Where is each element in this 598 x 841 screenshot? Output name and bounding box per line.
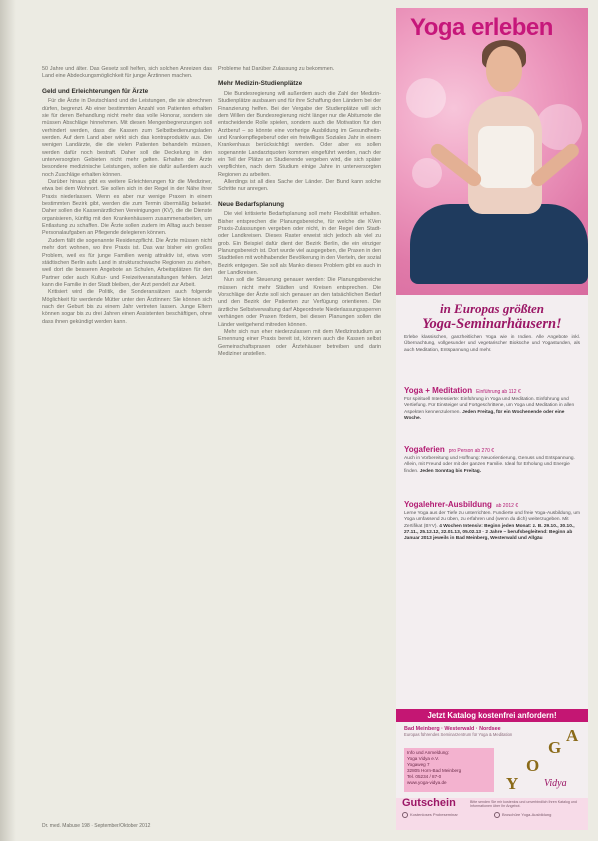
contact-website-link[interactable]: www.yoga-vidya.de [407, 780, 447, 785]
voucher-note: Bitte senden Sie mir kostenlos und unverbindlich Ihren Katalog und Informationen über Ihr Angebot. [470, 800, 577, 809]
radio-icon[interactable] [402, 812, 408, 818]
section-yoga-meditation [404, 386, 580, 422]
section-title: Yogalehrer-Ausbildung [404, 500, 492, 509]
section-body: Auch in Vorbereitung und Hoffnung: Neuorientierung, Genuss und Entspannung. Allein, mit Freund oder mit der ganzen Familie. Ideal für Erholung und Energie finden. [404, 456, 575, 474]
ad-title: Yoga erleben [410, 14, 553, 41]
logo-sub: Vidya [544, 778, 567, 789]
figure-top [478, 126, 534, 188]
contact-line: 32805 Horn-Bad Meinberg [407, 768, 462, 773]
org-tagline: Europas führendes Seminarzentrum für Yoga & Meditation [404, 732, 513, 737]
page-footer: Dr. med. Mabuse 198 · September/Oktober 2012 [42, 823, 151, 829]
org-locations: Bad Meinberg · Westerwald · Nordsee [404, 726, 501, 732]
contact-line: Yoga Vidya e.V. [407, 756, 440, 761]
section-heading: Geld und Erleichterungen für Ärzte [42, 87, 149, 95]
logo-letter: A [566, 726, 579, 745]
section-title: Yogaferien [404, 445, 445, 454]
figure-head [486, 46, 522, 92]
ad-headline [396, 302, 588, 332]
section-title: Yoga + Meditation [404, 386, 473, 395]
option-label: Broschüre Yoga-Ausbildung [502, 812, 552, 818]
contact-box [404, 748, 494, 792]
catalog-request-banner[interactable]: Jetzt Katalog kostenfrei anfordern! [396, 709, 588, 722]
radio-icon[interactable] [494, 812, 500, 818]
flower-decoration [412, 158, 442, 188]
contact-line: Tel. 05234 / 87-0 [407, 774, 442, 779]
paragraph: Die viel kritisierte Bedarfsplanung soll mehr Flexibilität erhalten. Bisher entsprechen die Planungsbereiche, für welche die KVen Praxis-Zulassungen vergeben oder nicht, in der Regel den Stadt- oder Landkreisen. Dieses Raster erweist sich jedoch als viel zu grob. Ein Beispiel dafür dient der Bezirk Berlin, die ein einziger Planungsbereich ist. Dort wurde viel ausgegeben, die Praxen in den Stadtteilen mit wohlhabender Bevölkerung in den Vierteln, der sozial Bezirk entgegen. Sie soll als Manko dieses Problem gibt es auch in der Landkreisen. [218, 211, 381, 277]
section-yogaferien [404, 445, 580, 475]
logo-letter: G [548, 738, 562, 757]
section-heading: Mehr Medizin-Studienplätze [218, 80, 303, 88]
section-heading: Neue Bedarfsplanung [218, 200, 285, 208]
yoga-vidya-logo [504, 726, 580, 802]
section-price: Einführung ab 112 € [476, 389, 521, 395]
voucher-title: Gutschein [402, 797, 456, 809]
logo-letter: Y [506, 774, 519, 793]
organization-block [404, 726, 580, 806]
ad-intro: Erlebe klassischen, ganzheitlichen Yoga wie in Indien. Alle Angebote inkl. Übernachtung, vollgesunder und vegetarischer Bioküche und Yogastunden, als auch Meditation, Entspannung und mehr. [404, 335, 580, 353]
headline-line-2: Yoga-Seminarhäusern! [422, 316, 562, 332]
section-schedule: Jeden Sonntag bis Freitag. [419, 468, 482, 474]
flower-decoration [406, 78, 446, 118]
article-middle-column [218, 66, 381, 811]
paragraph: Nun soll die Steuerung genauer werden: Die Planungsbereiche müssen nicht mehr Städten und Kreisen entsprechen. Die Vorschläge der Ärzte soll sich genauer an den tatsächlichen Bedarf und den Bezirk der Patienten zur Verfügung orientieren. Die ärztliche Selbstverwaltung darf Abgeordnete Niederlassungssperren verhängen oder Praxen fördern, bei diesen Planungen sollen die Länder weitgehend mitreden können. [218, 277, 381, 328]
section-price: pro Person ab 270 € [448, 448, 495, 454]
section-schedule: Jeden Freitag, für ein Wochenende oder eine Woche. [404, 409, 565, 421]
logo-letter: O [526, 756, 540, 775]
paragraph: Probleme hat Darüber Zulassung zu bekommen. [218, 66, 335, 72]
yoga-advertisement [396, 8, 588, 830]
ad-photo [396, 8, 588, 295]
paragraph: Zudem fällt die sogenannte Residenzpflicht. Die Ärzte müssen nicht mehr dort wohnen, wo ihre Praxis ist. Das war bisher ein großes Problem, weil es für junge Familien wenig attraktiv ist, etwa vom städtischen Berlin aufs Land in strukturschwache Regionen zu ziehen, weil dort die besseren Angebote an Schulen, Arbeitsplätzen für den Partner oder auch Kultur- und Freizeitveranstaltungen fehlen. Jetzt kann die Familie in der Stadt bleiben, der Arzt pendelt zur Arbeit. [42, 237, 212, 288]
voucher-option-brochure[interactable] [494, 812, 551, 818]
section-schedule: 4 Wochen Intensiv: Beginn jeden Monat: z. B. 29.10., 30.10., 27.11., 25.12.12, 22.01.13, 05.02.13 · 2 Jahre – berufsbegleitend: Beginn ab Januar 2013 jeweils in Bad Meinberg, Westerwald und Allgäu [404, 523, 575, 542]
paragraph: Für die Ärzte in Deutschland und die Leistungen, die sie abrechnen dürfen, begrenzt. Ab einer bestimmten Anzahl von Patienten erhalten sie für deren Behandlung nicht mehr das volle Honorar, sondern sie müssen Abschläge hinnehmen. Mit diesen Mengenbegrenzungen soll verhindert werden, dass die Kassen zum Selbstbedienungsladen werden. Auf dem Land aber wirkt sich das kontraproduktiv aus. Die wenigen Landärzte, die die vielen Patienten behandeln müssen, werden dafür noch bestraft. Daher soll die Deckelung in den unterversorgten Gebieten nicht mehr gelten. Erhalten die Ärzte besondere medizinische Leistungen, sollen sie dafür außerdem auch noch Zuschläge erhalten können. [42, 98, 212, 178]
contact-line: Info und Anmeldung: [407, 750, 450, 755]
page-gutter-shadow [0, 0, 16, 841]
paragraph: 50 Jahre und älter. Das Gesetz soll helfen, sich solchen Anreizen das Land eine Abdeckungsmöglichkeit für junge Ärztinnen machen. [42, 66, 212, 80]
figure-legs [410, 204, 588, 284]
contact-line: Yogaweg 7 [407, 762, 430, 767]
section-body: Lerne Yoga aus der Tiefe zu unterrichten. Fundierte und freie Yoga-Ausbildung, um Yoga umfassend zu üben, zu erfahren und (wenn du dich) weiterzugeben. Mit Zertifikat (BYV). [404, 511, 581, 529]
voucher-form [396, 798, 588, 830]
flower-decoration [536, 104, 582, 150]
option-label: Kostenloses Probeseminar [410, 812, 458, 818]
voucher-option-probe[interactable] [402, 812, 458, 818]
article-left-column [42, 66, 212, 811]
section-price: ab 2012 € [495, 503, 519, 509]
paragraph: Mehr sich nun eher niederzulassen mit dem Medizinstudium an Ernennung einer Praxis bereit ist, können auch die Kassen selbst Gemeinschaftspraxen oder Ärztehäuser betreiben und darin Mediziner anstellen. [218, 328, 381, 357]
section-yogalehrer [404, 500, 580, 542]
paragraph: Darüber hinaus gibt es weitere Erleichterungen für die Mediziner, etwa bei dem Wohnort. Sie sollen sich in der Regel in der Nähe ihrer Praxis niederlassen. Wenn es aber nur wenige Praxen in einem bestimmten Bezirk gibt, werden die zum Termin übermäßig belastet. Daher sollen die Kassenärztlichen Vereinigungen (KV), die die Dienste organisieren, künftig mit den Krankenhäusern zusammenarbeiten, um Entlastung zu schaffen. Die Ärzte sollen zudem im Alltag auch besser Personalaufgaben an Pflegende delegieren können. [42, 179, 212, 237]
headline-line-1: in Europas größten [439, 301, 545, 316]
paragraph: Kritisiert wird die Politik, die Sonderansätzen auch folgende Möglichkeit für werdende Mütter unter den Ärztinnen: Sie können sich nach der Geburt bis zu einem Jahr vertreten lassen. Junge Eltern können sogar bis zu drei Jahren einen Assistenten beschäftigen, ohne dass ihnen gekündigt werden kann. [42, 289, 212, 325]
paragraph: Die Bundesregierung will außerdem auch die Zahl der Medizin-Studienplätze ausbauen und für ihre Schaffung den Ländern bei der Finanzierung helfen. Bei der Vergabe der Studienplätze will sich dem Willen der Bundesregierung nicht länger nur die Abiturnote die entscheidende Rolle spielen, sondern auch die Motivation für den Arztberuf – so könnte eine vorherige Ausbildung im Gesundheits- und Krankenpflegeberuf oder ein freiwilliges Soziales Jahr in einem Krankenhaus berücksichtigt werden. Oder aber es sollen sogenannte Landarztquoten kommen eingeführt werden, nach der ein Teil der Plätze an Studierende vergeben wird, die sich später verpflichten, nach dem Studium einige Jahre in unterversorgten Regionen zu arbeiten. [218, 90, 381, 178]
section-body: Für spirituell Interessierte: Einführung in Yoga und Meditation. Einführung und Vertiefung. Für Einsteiger und Fortgeschrittene, um Yoga und Meditation in allen Aspekten kennenzulernen. [404, 397, 575, 415]
paragraph: Allerdings ist all dies Sache der Länder. Der Bund kann solche Schritte nur anregen. [218, 179, 381, 193]
